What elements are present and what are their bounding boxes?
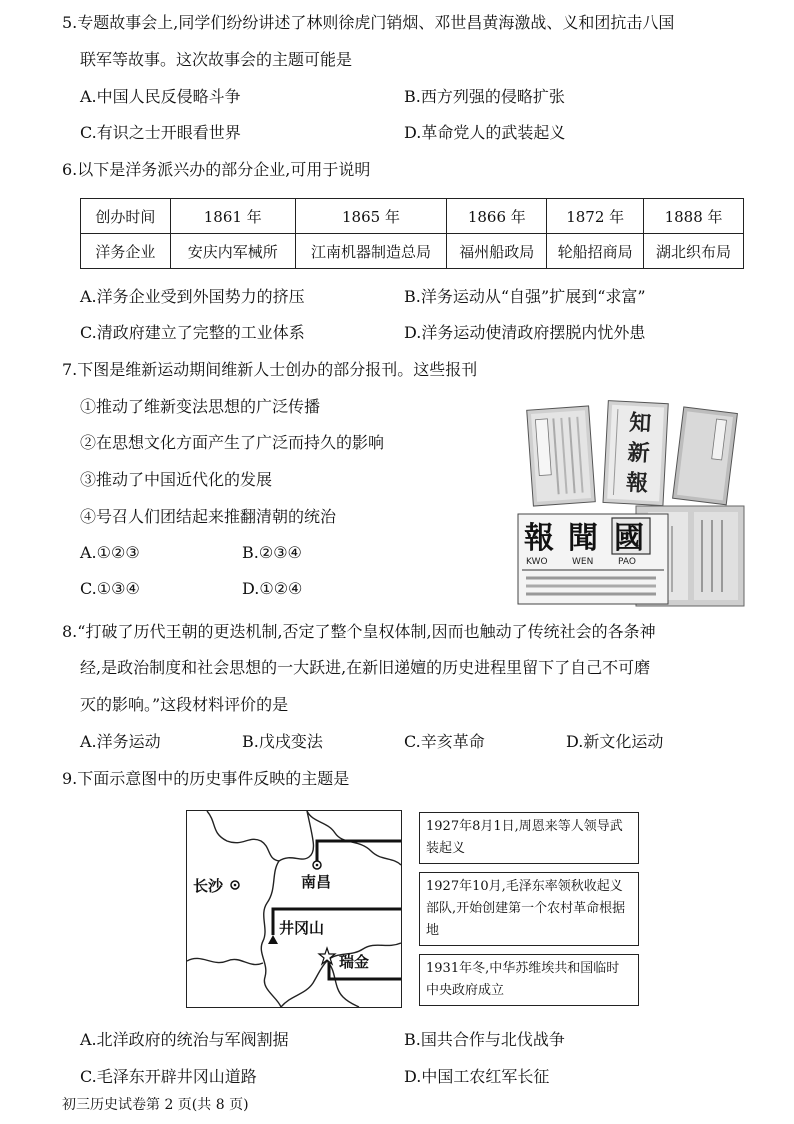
zhixin-char-3: 報 — [625, 469, 649, 497]
table-cell: 湖北织布局 — [644, 234, 744, 269]
q7-item-1: ①推动了维新变法思想的广泛传播 — [80, 397, 321, 416]
zhixin-char-2: 新 — [626, 439, 651, 467]
q6-stem: 6.以下是洋务派兴办的部分企业,可用于说明 — [62, 160, 371, 179]
guowen-roman-1: KWO — [526, 557, 548, 567]
q8-option-c: C.辛亥革命 — [404, 732, 485, 751]
q5-option-c: C.有识之士开眼看世界 — [80, 123, 241, 142]
zhixin-char-1: 知 — [628, 409, 652, 437]
q7-option-a: A.①②③ — [80, 543, 140, 562]
city-label-nanchang: 南昌 — [301, 873, 332, 891]
table-cell: 1866 年 — [447, 199, 547, 234]
map-note-nanchang: 1927年8月1日,周恩来等人领导武装起义 — [419, 812, 639, 864]
table-row — [81, 234, 744, 269]
table-row — [81, 199, 744, 234]
q5-stem-line1: 5.专题故事会上,同学们纷纷讲述了林则徐虎门销烟、邓世昌黄海激战、义和团抗击八国 — [62, 13, 675, 32]
q7-item-4: ④号召人们团结起来推翻清朝的统治 — [80, 507, 337, 526]
q8-option-d: D.新文化运动 — [566, 732, 664, 751]
guowen-roman-3: PAO — [618, 557, 636, 567]
page-footer: 初三历史试卷第 2 页(共 8 页) — [62, 1097, 249, 1113]
history-map — [186, 810, 402, 1008]
table-cell: 江南机器制造总局 — [295, 234, 447, 269]
table-header-cell: 洋务企业 — [81, 234, 171, 269]
city-label-ruijin: 瑞金 — [339, 953, 370, 971]
map-note-jinggangshan: 1927年10月,毛泽东率领秋收起义部队,开始创建第一个农村革命根据地 — [419, 872, 639, 946]
guowen-char-1: 報 — [524, 521, 554, 556]
q5-option-b: B.西方列强的侵略扩张 — [404, 87, 565, 106]
table-cell: 安庆内军械所 — [170, 234, 295, 269]
q6-option-c: C.清政府建立了完整的工业体系 — [80, 323, 305, 342]
table-cell: 1872 年 — [547, 199, 644, 234]
q8-stem-line1: 8.“打破了历代王朝的更迭机制,否定了整个皇权体制,因而也触动了传统社会的各条神 — [62, 622, 656, 641]
newspaper-photo — [516, 396, 746, 608]
q6-option-d: D.洋务运动使清政府摆脱内忧外患 — [404, 323, 646, 342]
table-cell: 轮船招商局 — [547, 234, 644, 269]
q7-stem: 7.下图是维新运动期间维新人士创办的部分报刊。这些报刊 — [62, 360, 478, 379]
table-cell: 1888 年 — [644, 199, 744, 234]
q9-option-b: B.国共合作与北伐战争 — [404, 1030, 565, 1049]
city-label-changsha: 长沙 — [193, 877, 224, 895]
q9-option-a: A.北洋政府的统治与军阀割据 — [80, 1030, 289, 1049]
q9-option-c: C.毛泽东开辟井冈山道路 — [80, 1067, 257, 1086]
q7-option-d: D.①②④ — [242, 579, 303, 598]
q7-item-2: ②在思想文化方面产生了广泛而持久的影响 — [80, 433, 385, 452]
q8-stem-line3: 灭的影响。”这段材料评价的是 — [80, 695, 289, 714]
table-cell: 1861 年 — [170, 199, 295, 234]
q9-stem: 9.下面示意图中的历史事件反映的主题是 — [62, 769, 350, 788]
q5-stem-line2: 联军等故事。这次故事会的主题可能是 — [80, 50, 353, 69]
q8-stem-line2: 经,是政治制度和社会思想的一大跃进,在新旧递嬗的历史进程里留下了自己不可磨 — [80, 658, 651, 677]
guowen-roman-2: WEN — [572, 557, 594, 567]
map-note-ruijin: 1931年冬,中华苏维埃共和国临时中央政府成立 — [419, 954, 639, 1006]
q8-option-b: B.戊戌变法 — [242, 732, 323, 751]
q6-option-b: B.洋务运动从“自强”扩展到“求富” — [404, 287, 646, 306]
q6-option-a: A.洋务企业受到外国势力的挤压 — [80, 287, 305, 306]
q5-option-a: A.中国人民反侵略斗争 — [80, 87, 241, 106]
guowen-char-3: 國 — [614, 521, 644, 556]
table-cell: 福州船政局 — [447, 234, 547, 269]
q8-option-a: A.洋务运动 — [80, 732, 161, 751]
q7-option-c: C.①③④ — [80, 579, 140, 598]
enterprise-table — [80, 198, 744, 269]
table-header-cell: 创办时间 — [81, 199, 171, 234]
q7-option-b: B.②③④ — [242, 543, 302, 562]
q7-item-3: ③推动了中国近代化的发展 — [80, 470, 273, 489]
table-cell: 1865 年 — [295, 199, 447, 234]
guowen-char-2: 聞 — [568, 521, 598, 556]
q9-option-d: D.中国工农红军长征 — [404, 1067, 550, 1086]
q5-option-d: D.革命党人的武装起义 — [404, 123, 566, 142]
city-label-jinggangshan: 井冈山 — [279, 919, 325, 937]
